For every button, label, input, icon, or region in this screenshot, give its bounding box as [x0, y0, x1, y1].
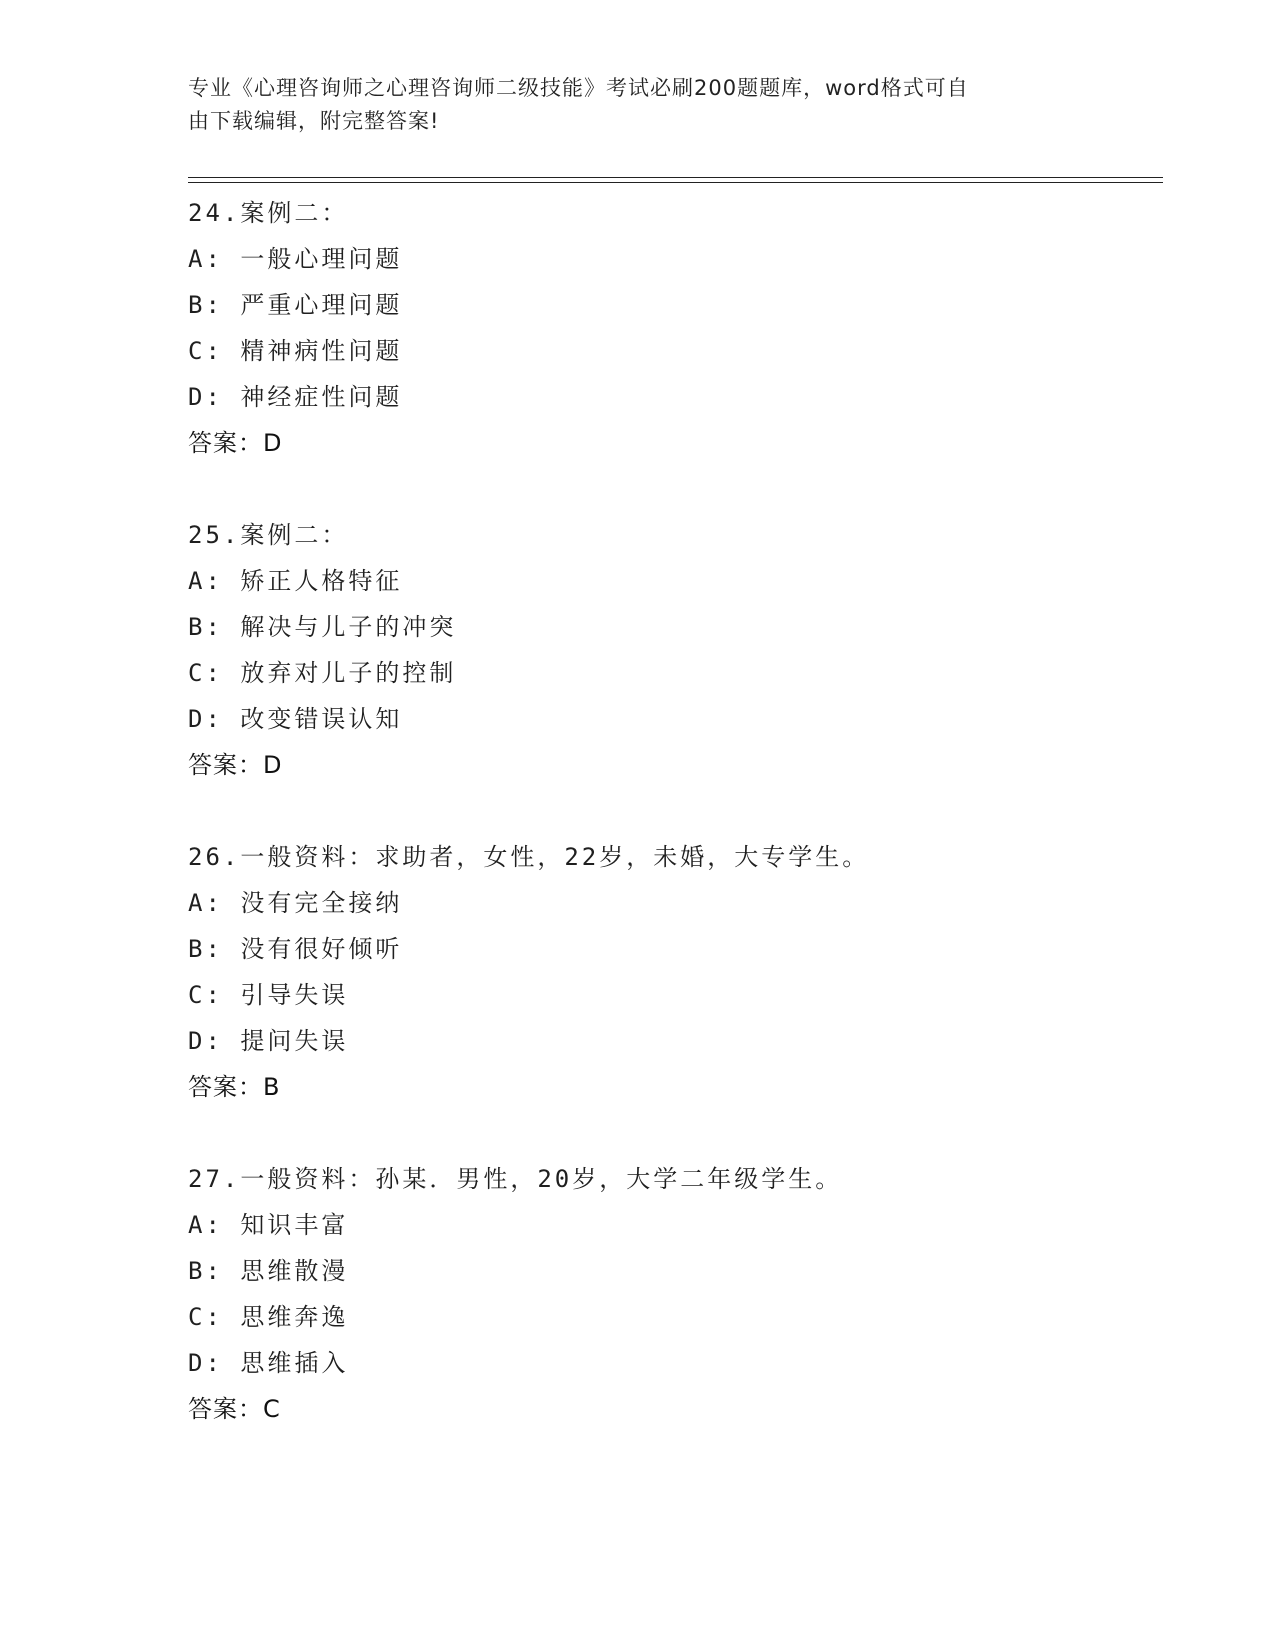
option-d: D: 改变错误认知	[188, 705, 403, 733]
option-a: A: 知识丰富	[188, 1211, 349, 1239]
answer-text: 答案：D	[188, 429, 283, 457]
question-stem: 25.案例二：	[188, 521, 349, 549]
option-c: C: 放弃对儿子的控制	[188, 659, 457, 687]
option-d: D: 神经症性问题	[188, 383, 403, 411]
question-stem: 24.案例二：	[188, 199, 349, 227]
option-c: C: 引导失误	[188, 981, 349, 1009]
header-line-2: 由下载编辑，附完整答案!	[188, 109, 440, 133]
question-26	[188, 834, 1163, 1110]
answer-text: 答案：B	[188, 1073, 281, 1101]
option-c: C: 思维奔逸	[188, 1303, 349, 1331]
question-25	[188, 512, 1163, 788]
option-d: D: 思维插入	[188, 1349, 349, 1377]
option-a: A: 矫正人格特征	[188, 567, 403, 595]
question-list	[188, 190, 1163, 1478]
answer-text: 答案：C	[188, 1395, 281, 1423]
option-b: B: 思维散漫	[188, 1257, 349, 1285]
option-b: B: 解决与儿子的冲突	[188, 613, 457, 641]
option-d: D: 提问失误	[188, 1027, 349, 1055]
option-b: B: 没有很好倾听	[188, 935, 403, 963]
option-a: A: 一般心理问题	[188, 245, 403, 273]
header-divider-top	[188, 177, 1163, 178]
question-27	[188, 1156, 1163, 1432]
option-b: B: 严重心理问题	[188, 291, 403, 319]
question-24	[188, 190, 1163, 466]
header-divider-bottom	[188, 182, 1163, 183]
question-stem: 27.一般资料：孙某．男性，20岁，大学二年级学生。	[188, 1165, 843, 1193]
option-a: A: 没有完全接纳	[188, 889, 403, 917]
answer-text: 答案：D	[188, 751, 283, 779]
option-c: C: 精神病性问题	[188, 337, 403, 365]
document-header	[188, 72, 1068, 138]
question-stem: 26.一般资料：求助者，女性，22岁，未婚，大专学生。	[188, 843, 870, 871]
header-line-1: 专业《心理咨询师之心理咨询师二级技能》考试必刷200题题库，word格式可自	[188, 76, 969, 100]
